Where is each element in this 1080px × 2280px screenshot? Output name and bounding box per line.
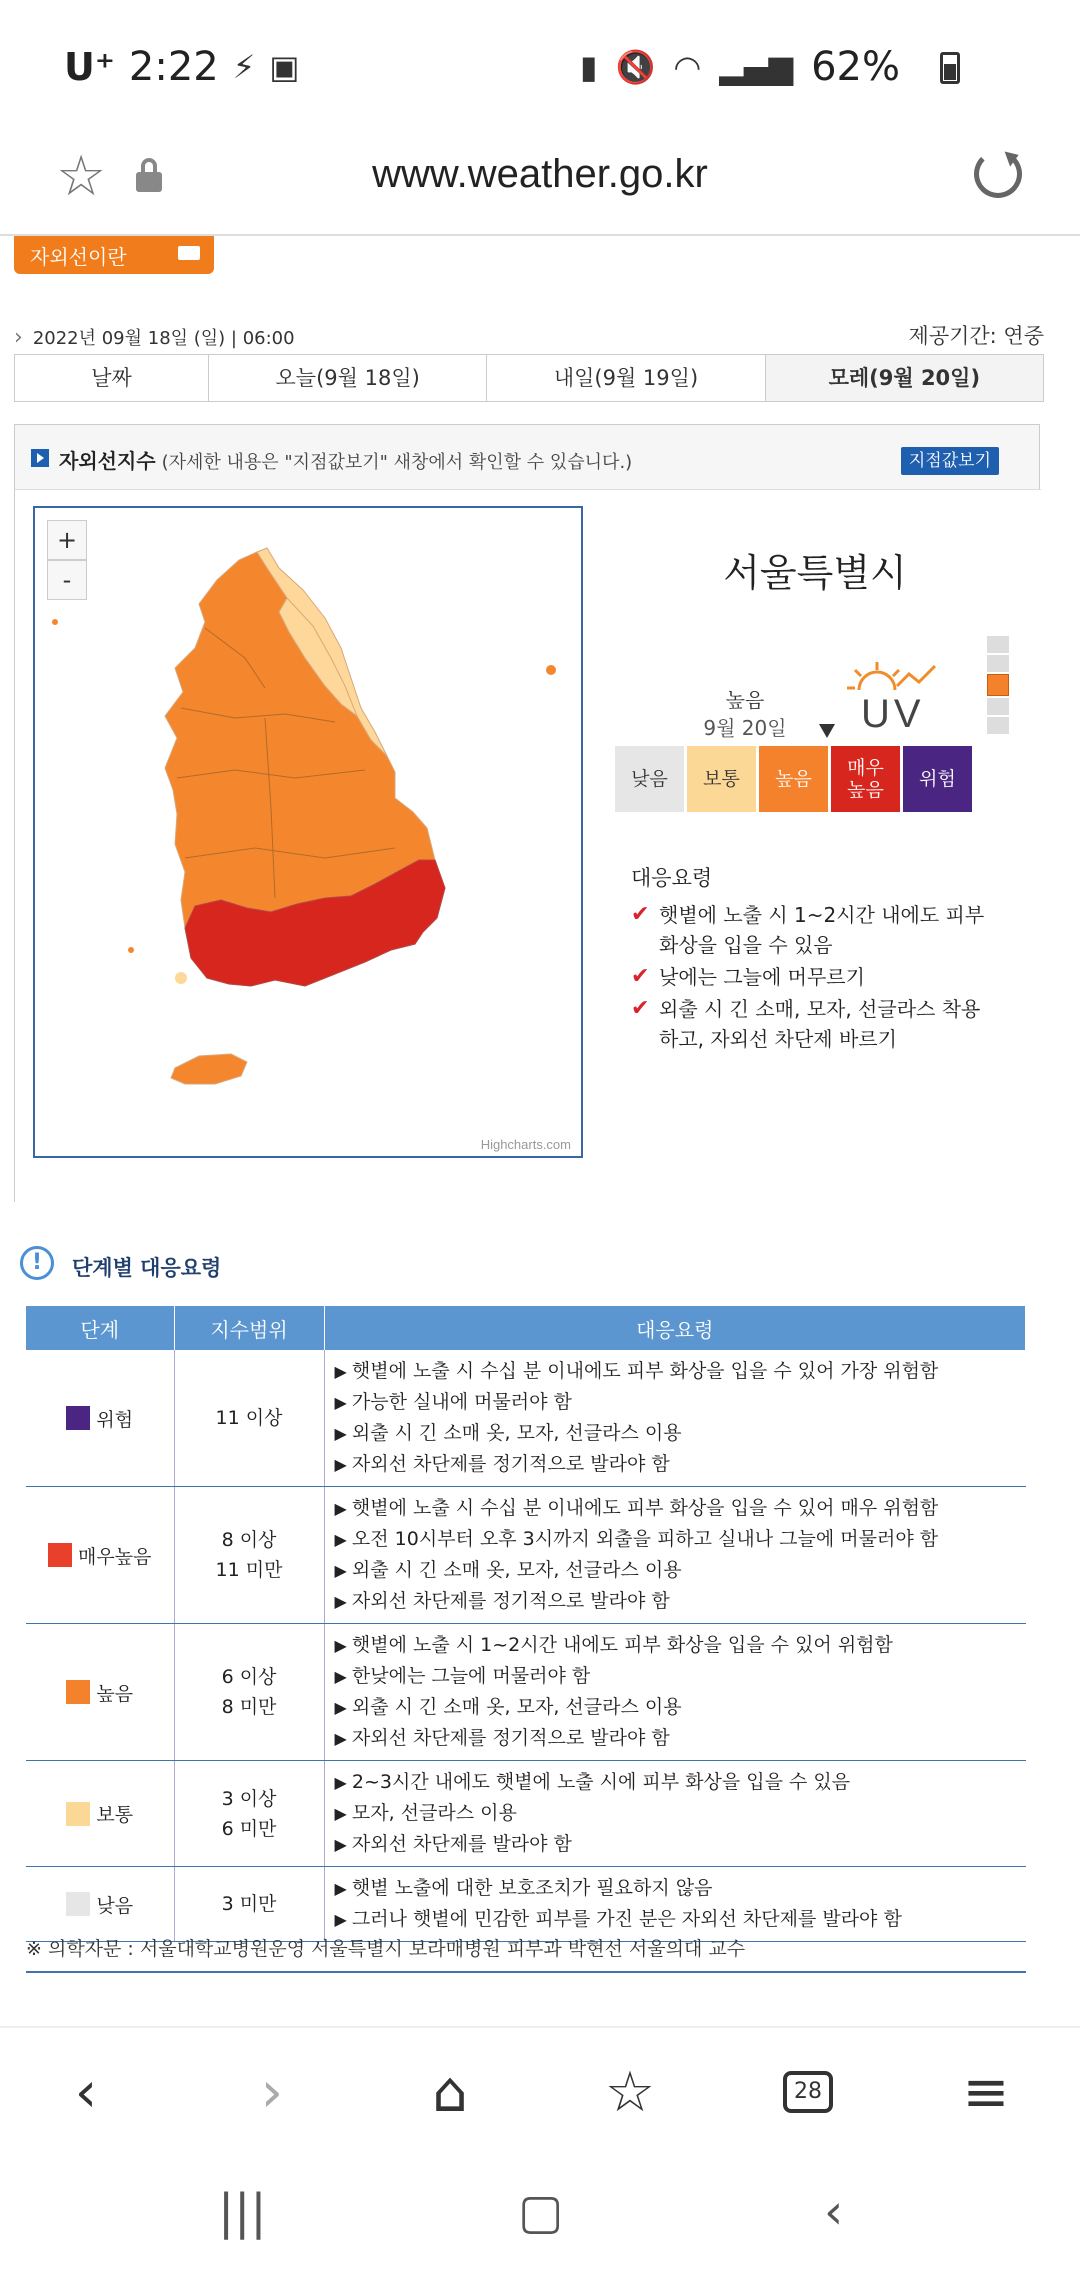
uv-meter: [987, 636, 1009, 736]
table-row: [26, 1624, 1026, 1761]
stage-color-swatch: [66, 1892, 90, 1916]
guide-line: ▶ 외출 시 긴 소매 옷, 모자, 선글라스 이용: [335, 1692, 1026, 1723]
forward-icon[interactable]: ›: [260, 2059, 284, 2125]
range-cell: [174, 1624, 324, 1761]
notification-icon: ⚡: [232, 48, 256, 86]
uv-meter-seg-1: [987, 717, 1009, 734]
range-value: 3 이상: [221, 1787, 277, 1810]
guide-line: ▶ 모자, 선글라스 이용: [335, 1798, 1026, 1829]
table-row: [26, 1487, 1026, 1624]
map-island-west-1[interactable]: [52, 619, 58, 625]
guide-line: ▶ 가능한 실내에 머물러야 함: [335, 1387, 1026, 1418]
video-icon: [178, 246, 200, 260]
uv-info-tab[interactable]: [14, 236, 214, 274]
range-value: 6 미만: [221, 1817, 277, 1840]
menu-icon[interactable]: ≡: [962, 2059, 1010, 2125]
address-bar[interactable]: www.weather.go.kr: [372, 152, 708, 196]
battery-saver-icon: ▮: [579, 48, 598, 86]
status-bar: [0, 0, 1080, 130]
wifi-icon: ◠: [673, 48, 702, 86]
uv-scale-1: 보통: [687, 746, 756, 812]
stage-cell: [26, 1624, 174, 1761]
response-guide-list: [631, 900, 991, 1054]
tab-date-header: 날짜: [15, 355, 209, 401]
range-value: 11 미만: [215, 1559, 283, 1581]
stage-name: 낮음: [96, 1894, 134, 1917]
response-guide-item: ✔ 낮에는 그늘에 머무르기: [631, 962, 991, 992]
stage-color-swatch: [66, 1802, 90, 1826]
uv-level: 높음: [725, 688, 765, 712]
uv-meter-seg-2: [987, 698, 1009, 715]
uv-scale-3: 매우 높음: [831, 746, 900, 812]
guide-line: ▶ 외출 시 긴 소매 옷, 모자, 선글라스 이용: [335, 1555, 1026, 1586]
period-label: 제공기간: 연중: [908, 324, 1044, 348]
guide-line: ▶ 햇볕 노출에 대한 보호조치가 필요하지 않음: [335, 1873, 1026, 1904]
zoom-out-button[interactable]: -: [47, 560, 87, 600]
uv-scale-4: 위험: [903, 746, 972, 812]
uv-index-panel: [14, 424, 1040, 1202]
guide-line: ▶ 자외선 차단제를 정기적으로 발라야 함: [335, 1586, 1026, 1617]
reload-icon[interactable]: [974, 150, 1022, 198]
uv-info-tab-label: 자외선이란: [30, 245, 127, 269]
stage-cell: [26, 1761, 174, 1867]
guide-cell: [324, 1350, 1026, 1487]
bookmark-star-icon[interactable]: ☆: [56, 144, 107, 209]
date-tabs: [14, 354, 1044, 402]
point-value-button[interactable]: 지점값보기: [901, 447, 999, 475]
uv-scale-2: 높음: [759, 746, 828, 812]
battery-icon: [940, 52, 960, 84]
guide-cell: [324, 1867, 1026, 1942]
stage-section-title: 단계별 대응요령: [72, 1256, 222, 1280]
guide-line: ▶ 햇볕에 노출 시 수십 분 이내에도 피부 화상을 입을 수 있어 매우 위험함: [335, 1493, 1026, 1524]
table-header-row: [26, 1306, 1026, 1350]
tab-count: 28: [783, 2071, 833, 2113]
range-cell: [174, 1487, 324, 1624]
signal-icon: ▂▄▆: [719, 48, 794, 86]
stage-color-swatch: [66, 1680, 90, 1704]
uv-level-date: 9월 20일: [703, 716, 787, 740]
zoom-in-button[interactable]: +: [47, 520, 87, 560]
home-button-icon[interactable]: ▢: [518, 2184, 564, 2240]
tab-today[interactable]: 오늘(9월 18일): [209, 355, 487, 401]
guide-cell: [324, 1761, 1026, 1867]
home-icon[interactable]: ⌂: [432, 2059, 468, 2125]
guide-line: ▶ 외출 시 긴 소매 옷, 모자, 선글라스 이용: [335, 1418, 1026, 1449]
tab-tomorrow[interactable]: 내일(9월 19일): [487, 355, 765, 401]
panel-body: [15, 489, 1041, 1203]
level-pointer-icon: [819, 724, 835, 738]
guide-line: ▶ 햇볕에 노출 시 수십 분 이내에도 피부 화상을 입을 수 있어 가장 위험함: [335, 1356, 1026, 1387]
stage-color-swatch: [48, 1543, 72, 1567]
stage-table-body: [26, 1350, 1026, 1942]
guide-line: ▶ 2~3시간 내에도 햇볕에 노출 시에 피부 화상을 입을 수 있음: [335, 1767, 1026, 1798]
gallery-icon: ▣: [269, 48, 300, 86]
response-guide-item: ✔ 외출 시 긴 소매, 모자, 선글라스 착용하고, 자외선 차단제 바르기: [631, 994, 991, 1054]
stage-color-swatch: [66, 1406, 90, 1430]
date-bar: [14, 320, 1044, 350]
tab-day-after[interactable]: 모레(9월 20일): [766, 355, 1043, 401]
guide-line: ▶ 햇볕에 노출 시 1~2시간 내에도 피부 화상을 입을 수 있어 위험함: [335, 1630, 1026, 1661]
carrier-label: U⁺: [64, 45, 115, 89]
col-range: 지수범위: [174, 1306, 324, 1350]
guide-line: ▶ 한낮에는 그늘에 머물러야 함: [335, 1661, 1026, 1692]
city-name: 서울특별시: [723, 551, 907, 595]
back-icon[interactable]: ‹: [74, 2059, 98, 2125]
map-island-ulleung[interactable]: [546, 665, 556, 675]
col-stage: 단계: [26, 1306, 174, 1350]
tabs-icon[interactable]: [772, 2056, 844, 2128]
mute-icon: 🔇: [615, 48, 656, 86]
table-row: [26, 1761, 1026, 1867]
bookmarks-icon[interactable]: ☆: [604, 2059, 656, 2125]
response-guide-item: ✔ 햇볕에 노출 시 1~2시간 내에도 피부 화상을 입을 수 있음: [631, 900, 991, 960]
guide-line: ▶ 자외선 차단제를 정기적으로 발라야 함: [335, 1723, 1026, 1754]
panel-title: [59, 445, 632, 474]
browser-toolbar: [0, 130, 1080, 236]
alert-icon: !: [20, 1246, 54, 1280]
battery-percent: 62%: [811, 44, 900, 90]
map-zoom-controls: [47, 520, 87, 600]
response-guide-title: 대응요령: [631, 866, 713, 890]
range-cell: [174, 1761, 324, 1867]
range-cell: [174, 1350, 324, 1487]
guide-cell: [324, 1487, 1026, 1624]
col-guide: 대응요령: [324, 1306, 1026, 1350]
web-page: [0, 236, 1080, 2026]
stage-name: 위험: [96, 1408, 134, 1431]
issue-datetime: › 2022년 09월 18일 (일) | 06:00: [14, 324, 295, 350]
clock: 2:22: [128, 44, 219, 90]
guide-line: ▶ 그러나 햇볕에 민감한 피부를 가진 분은 자외선 차단제를 발라야 함: [335, 1904, 1026, 1935]
range-value: 6 이상: [221, 1666, 277, 1688]
range-value: 8 미만: [221, 1696, 277, 1718]
panel-header: [15, 425, 1039, 489]
recent-apps-icon[interactable]: |||: [218, 2184, 267, 2240]
guide-line: ▶ 오전 10시부터 오후 3시까지 외출을 피하고 실내나 그늘에 머물러야 함: [335, 1524, 1026, 1555]
uv-meter-seg-3: [987, 674, 1009, 696]
stage-cell: [26, 1350, 174, 1487]
guide-line: ▶ 자외선 차단제를 정기적으로 발라야 함: [335, 1449, 1026, 1480]
system-navigation-bar: [0, 2154, 1080, 2280]
table-row: [26, 1867, 1026, 1942]
system-back-icon[interactable]: ‹: [824, 2184, 844, 2240]
map-credit[interactable]: Highcharts.com: [480, 1137, 571, 1152]
uv-scale-0: 낮음: [615, 746, 684, 812]
stage-name: 매우높음: [78, 1545, 152, 1568]
uv-level-box: [675, 686, 815, 742]
stage-cell: [26, 1867, 174, 1942]
uv-meter-seg-4: [987, 655, 1009, 672]
uv-detail: [615, 506, 1025, 1166]
uv-meter-seg-5: [987, 636, 1009, 653]
guide-cell: [324, 1624, 1026, 1761]
map-region-jeju[interactable]: [171, 1054, 247, 1084]
uv-scale: [615, 746, 972, 812]
bullet-icon: [31, 449, 49, 467]
range-value: 3 미만: [221, 1893, 277, 1915]
medical-advisory-note: ※ 의학자문 : 서울대학교병원운영 서울특별시 보라매병원 피부과 박현선 서울의대 교수: [26, 1934, 1026, 1973]
korea-map-svg: [35, 508, 581, 1156]
stage-cell: [26, 1487, 174, 1624]
browser-bottom-bar: [0, 2026, 1080, 2154]
panel-title-text: 자외선지수: [59, 449, 156, 473]
stage-name: 높음: [96, 1682, 134, 1705]
stage-name: 보통: [96, 1804, 134, 1826]
range-value: 8 이상: [221, 1529, 277, 1551]
uv-label: UV: [861, 692, 925, 736]
panel-subtitle: (자세한 내용은 "지점값보기" 새창에서 확인할 수 있습니다.): [161, 452, 633, 473]
range-cell: [174, 1867, 324, 1942]
map-island-southwest[interactable]: [175, 972, 187, 984]
table-row: [26, 1350, 1026, 1487]
response-guide: [631, 862, 991, 1056]
map-island-west-2[interactable]: [128, 947, 134, 953]
stage-table: [26, 1306, 1026, 1942]
uv-map[interactable]: [33, 506, 583, 1158]
range-value: 11 이상: [215, 1407, 283, 1429]
guide-line: ▶ 자외선 차단제를 발라야 함: [335, 1829, 1026, 1860]
